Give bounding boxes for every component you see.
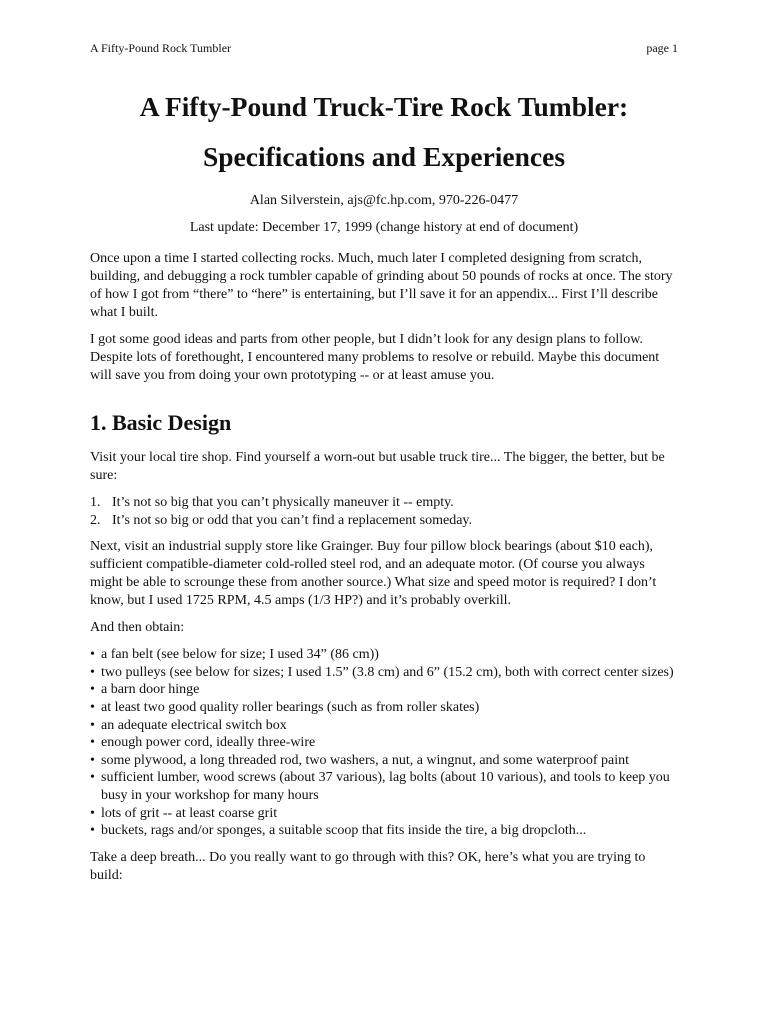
bullet-text: enough power cord, ideally three-wire [101, 735, 316, 751]
bullet-icon: • [90, 752, 95, 768]
bullet-item [90, 805, 678, 823]
intro-paragraph-1: Once upon a time I started collecting rocks. Much, much later I completed designing from scratch, building, and debugging a rock tumbler capable of grinding about 50 pounds of rocks at once. The story of how I got from “there” to “here” is entertaining, but I’ll save it for an appendix... First I’ll describe what I built. [90, 251, 673, 320]
document-body [90, 82, 678, 885]
bullet-text: sufficient lumber, wood screws (about 37 various), lag bolts (about 10 various), and tools to keep you busy in your workshop for many hours [101, 770, 670, 803]
bullet-item [90, 769, 678, 804]
last-update-line: Last update: December 17, 1999 (change history at end of document) [189, 220, 579, 235]
numbered-item [90, 512, 678, 530]
section-heading: 1. Basic Design [90, 410, 232, 435]
bullet-item [90, 664, 678, 682]
section-paragraph-4: Take a deep breath... Do you really want to go through with this? OK, here’s what you are trying to build: [90, 849, 646, 883]
bullet-text: lots of grit -- at least coarse grit [101, 805, 278, 821]
bullet-icon: • [90, 682, 95, 698]
numbered-item [90, 494, 678, 512]
bullet-icon: • [90, 770, 95, 786]
bullet-icon: • [90, 805, 95, 821]
bullet-icon: • [90, 699, 95, 715]
bullet-item [90, 699, 678, 717]
item-text: It’s not so big or odd that you can’t find a replacement someday. [112, 512, 473, 528]
bullet-icon: • [90, 823, 95, 839]
bullet-item [90, 646, 678, 664]
bullet-icon: • [90, 735, 95, 751]
bullet-text: two pulleys (see below for sizes; I used 1.5” (3.8 cm) and 6” (15.2 cm), both with correct center sizes) [101, 664, 674, 680]
item-number: 2. [90, 512, 101, 528]
bullet-icon: • [90, 664, 95, 680]
bullet-item [90, 717, 678, 735]
section-paragraph-2: Next, visit an industrial supply store like Grainger. Buy four pillow block bearings (about $10 each), sufficient compatible-diameter cold-rolled steel rod, and an adequate motor. (Of course you always might be able to scrounge these from another source.) What size and speed motor is required? I don’t know, but I used 1725 RPM, 4.5 amps (1/3 HP?) and it’s probably overkill. [90, 539, 657, 609]
author-line: Alan Silverstein, ajs@fc.hp.com, 970-226-0477 [249, 193, 519, 208]
bullet-text: a fan belt (see below for size; I used 34” (86 cm)) [101, 647, 379, 663]
section-paragraph-1: Visit your local tire shop. Find yourself a worn-out but usable truck tire... The bigger, the better, but be sure: [90, 450, 665, 483]
bullet-text: an adequate electrical switch box [101, 717, 287, 733]
title-line-2: Specifications and Experiences [202, 141, 566, 172]
bullet-text: a barn door hinge [101, 682, 200, 698]
header-title: A Fifty-Pound Rock Tumbler [90, 41, 232, 55]
document-title [90, 82, 678, 182]
intro-paragraph-2: I got some good ideas and parts from other people, but I didn’t look for any design plans to follow. Despite lots of forethought, I encountered many problems to resolve or rebuild. Maybe this document will save you from doing your own prototyping -- or at least amuse you. [90, 332, 660, 383]
bullet-item [90, 822, 678, 840]
bullet-text: at least two good quality roller bearings (such as from roller skates) [101, 699, 480, 715]
title-line-1: A Fifty-Pound Truck-Tire Rock Tumbler: [139, 91, 629, 122]
bullet-item [90, 734, 678, 752]
bullet-item [90, 681, 678, 699]
bullet-list [90, 646, 678, 840]
page-number: page 1 [646, 41, 678, 55]
running-header [90, 41, 678, 56]
bullet-icon: • [90, 647, 95, 663]
bullet-icon: • [90, 717, 95, 733]
bullet-item [90, 752, 678, 770]
item-text: It’s not so big that you can’t physically maneuver it -- empty. [112, 495, 454, 510]
numbered-list [90, 494, 678, 529]
item-number: 1. [90, 495, 101, 510]
bullet-text: some plywood, a long threaded rod, two washers, a nut, a wingnut, and some waterproof paint [101, 752, 629, 768]
bullet-text: buckets, rags and/or sponges, a suitable scoop that fits inside the tire, a big dropcloth... [101, 823, 587, 839]
section-paragraph-3: And then obtain: [90, 620, 185, 636]
